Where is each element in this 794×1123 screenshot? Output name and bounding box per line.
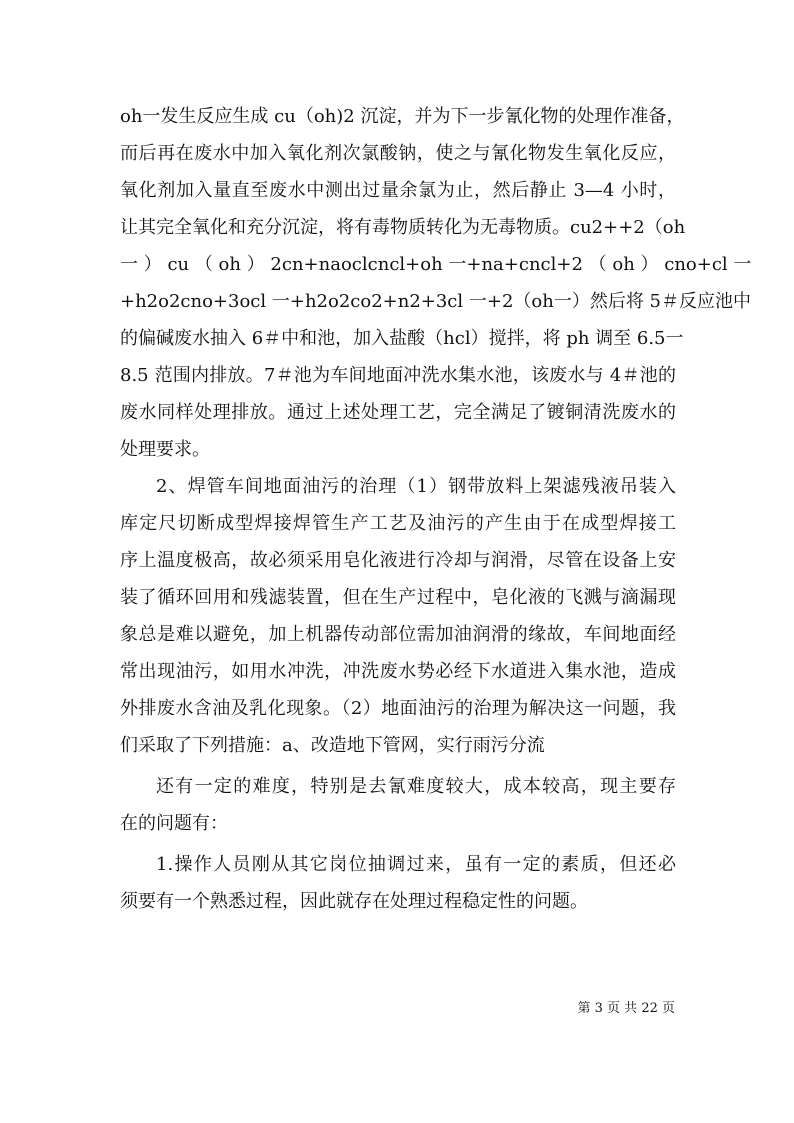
- text-line: 氧化剂加入量直至废水中测出过量余氯为止，然后静止 3—4 小时，: [120, 180, 676, 201]
- text-line: 一 ） cu （ oh ） 2cn+naoclcncl+oh 一+na+cncl+2 （ oh ） cno+cl 一: [120, 254, 752, 275]
- text-line: 库定尺切断成型焊接焊管生产工艺及油污的产生由于在成型焊接工: [120, 513, 676, 534]
- text-line: 常出现油污，如用水冲洗，冲洗废水势必经下水道进入集水池，造成: [120, 661, 676, 682]
- page-number: 第 3 页 共 22 页: [577, 1001, 675, 1016]
- text-line: oh一发生反应生成 cu（oh)2 沉淀，并为下一步氰化物的处理作准备，: [120, 106, 685, 127]
- text-line: 序上温度极高，故必须采用皂化液进行冷却与润滑，尽管在设备上安: [120, 550, 676, 571]
- text-line: 处理要求。: [120, 439, 210, 460]
- text-line: 废水同样处理排放。通过上述处理工艺，完全满足了镀铜清洗废水的: [120, 402, 676, 423]
- text-line: +h2o2cno+3ocl 一+h2o2co2+n2+3cl 一+2（oh一）然后将 5＃反应池中: [120, 291, 752, 312]
- text-line: 们采取了下列措施：a、改造地下管网，实行雨污分流: [120, 735, 545, 756]
- text-line: 让其完全氧化和充分沉淀，将有毒物质转化为无毒物质。cu2++2（oh: [120, 217, 686, 238]
- paragraph-start-line: 1.操作人员刚从其它岗位抽调过来，虽有一定的素质，但还必: [156, 854, 676, 875]
- text-line: 外排废水含油及乳化现象。（2）地面油污的治理为解决这一问题，我: [120, 698, 676, 719]
- text-line: 象总是难以避免，加上机器传动部位需加油润滑的缘故，车间地面经: [120, 624, 676, 645]
- text-line: 8.5 范围内排放。7＃池为车间地面冲洗水集水池，该废水与 4＃池的: [120, 365, 676, 386]
- text-line: 装了循环回用和残滤装置，但在生产过程中，皂化液的飞溅与滴漏现: [120, 587, 676, 608]
- text-line: 的偏碱废水抽入 6＃中和池，加入盐酸（hcl）搅拌，将 ph 调至 6.5一: [120, 328, 684, 349]
- document-body: [120, 98, 752, 920]
- text-line: 须要有一个熟悉过程，因此就存在处理过程稳定性的问题。: [120, 891, 588, 912]
- text-line: 而后再在废水中加入氧化剂次氯酸钠，使之与氰化物发生氧化反应，: [120, 143, 676, 164]
- text-line: 在的问题有：: [120, 813, 228, 834]
- paragraph-start-line: 2、焊管车间地面油污的治理（1）钢带放料上架滤残液吊装入: [156, 476, 676, 497]
- paragraph-start-line: 还有一定的难度，特别是去氰难度较大，成本较高，现主要存: [156, 776, 676, 797]
